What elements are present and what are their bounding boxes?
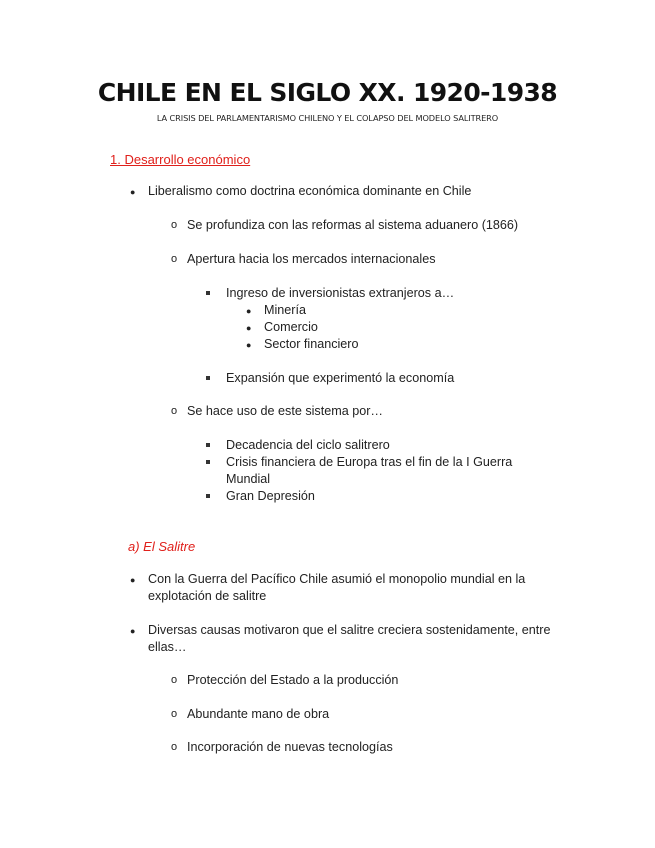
circle-bullet-icon: o	[171, 253, 178, 265]
list-item: o Se profundiza con las reformas al sistema aduanero (1866)	[171, 218, 519, 232]
list-item: Ingreso de inversionistas extranjeros a…	[226, 285, 526, 302]
list-item: Decadencia del ciclo salitrero	[226, 437, 526, 454]
list-item: o Abundante mano de obra	[171, 707, 330, 721]
bullet-icon: ●	[130, 575, 136, 585]
list-item: Expansión que experimentó la economía	[226, 370, 526, 387]
square-bullet-icon	[206, 494, 210, 498]
list-item: ● Minería	[264, 302, 524, 319]
section-heading-desarrollo: 1. Desarrollo económico	[110, 152, 251, 167]
bullet-icon: ●	[246, 306, 252, 316]
bullet-icon: ●	[246, 340, 252, 350]
list-item: o Se hace uso de este sistema por…	[171, 404, 384, 418]
list-item: ● Con la Guerra del Pacífico Chile asumió el monopolio mundial en la explotación de salitre	[130, 572, 526, 603]
bullet-icon: ●	[130, 626, 136, 636]
section-heading-salitre: a) El Salitre	[128, 539, 196, 554]
circle-bullet-icon: o	[171, 219, 178, 231]
circle-bullet-icon: o	[171, 741, 178, 753]
list-item: ● Sector financiero	[264, 336, 524, 353]
bullet-icon: ●	[130, 187, 136, 197]
list-item: o Protección del Estado a la producción	[171, 673, 399, 687]
page-title: CHILE EN EL SIGLO XX. 1920-1938	[97, 78, 558, 107]
list-item: ● Liberalismo como doctrina económica dominante en Chile	[148, 183, 568, 200]
circle-bullet-icon: o	[171, 674, 178, 686]
list-item: Gran Depresión	[226, 488, 526, 505]
bullet-icon: ●	[246, 323, 252, 333]
list-item: Crisis financiera de Europa tras el fin de la I Guerra Mundial	[226, 454, 526, 488]
list-item: ● Diversas causas motivaron que el salitre creciera sostenidamente, entre ellas…	[130, 623, 551, 654]
list-item: o Apertura hacia los mercados internacionales	[171, 252, 436, 266]
square-bullet-icon	[206, 443, 210, 447]
square-bullet-icon	[206, 376, 210, 380]
list-item: o Incorporación de nuevas tecnologías	[171, 740, 393, 754]
circle-bullet-icon: o	[171, 708, 178, 720]
circle-bullet-icon: o	[171, 405, 178, 417]
square-bullet-icon	[206, 460, 210, 464]
square-bullet-icon	[206, 291, 210, 295]
list-item: ● Comercio	[264, 319, 524, 336]
page-subtitle: LA CRISIS DEL PARLAMENTARISMO CHILENO Y EL COLAPSO DEL MODELO SALITRERO	[156, 113, 499, 123]
